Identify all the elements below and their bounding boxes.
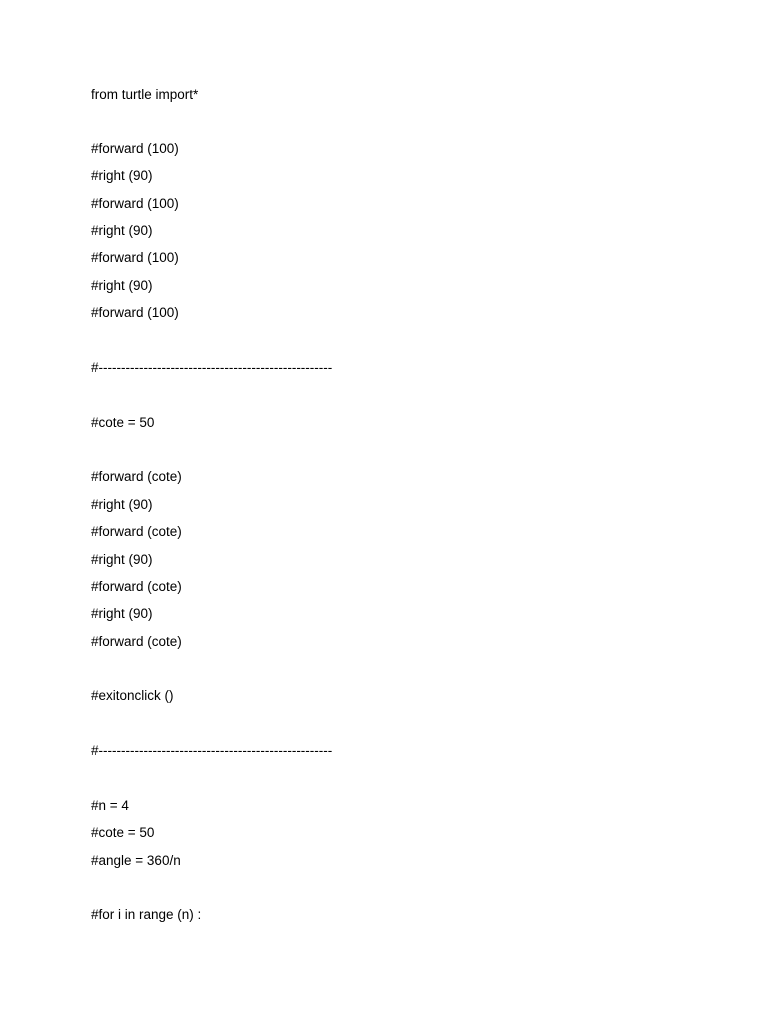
code-line: #right (90) xyxy=(91,278,153,293)
code-line: #right (90) xyxy=(91,168,153,183)
code-line: #forward (100) xyxy=(91,196,179,211)
separator-line: #---------------------------------------------------- xyxy=(91,360,333,375)
code-line: #forward (cote) xyxy=(91,469,182,484)
code-line: #exitonclick () xyxy=(91,688,174,703)
code-line: #n = 4 xyxy=(91,798,129,813)
code-line: #forward (100) xyxy=(91,305,179,320)
code-line: #forward (100) xyxy=(91,250,179,265)
code-line: #right (90) xyxy=(91,552,153,567)
code-line: #cote = 50 xyxy=(91,415,155,430)
code-line: #cote = 50 xyxy=(91,825,155,840)
code-line: #right (90) xyxy=(91,223,153,238)
code-line: #right (90) xyxy=(91,497,153,512)
code-line: from turtle import* xyxy=(91,87,199,102)
separator-line: #---------------------------------------------------- xyxy=(91,743,333,758)
code-line: #forward (cote) xyxy=(91,579,182,594)
code-line: #forward (100) xyxy=(91,141,179,156)
code-line: #for i in range (n) : xyxy=(91,907,202,922)
code-line: #right (90) xyxy=(91,606,153,621)
code-line: #angle = 360/n xyxy=(91,853,181,868)
code-line: #forward (cote) xyxy=(91,524,182,539)
code-line: #forward (cote) xyxy=(91,634,182,649)
